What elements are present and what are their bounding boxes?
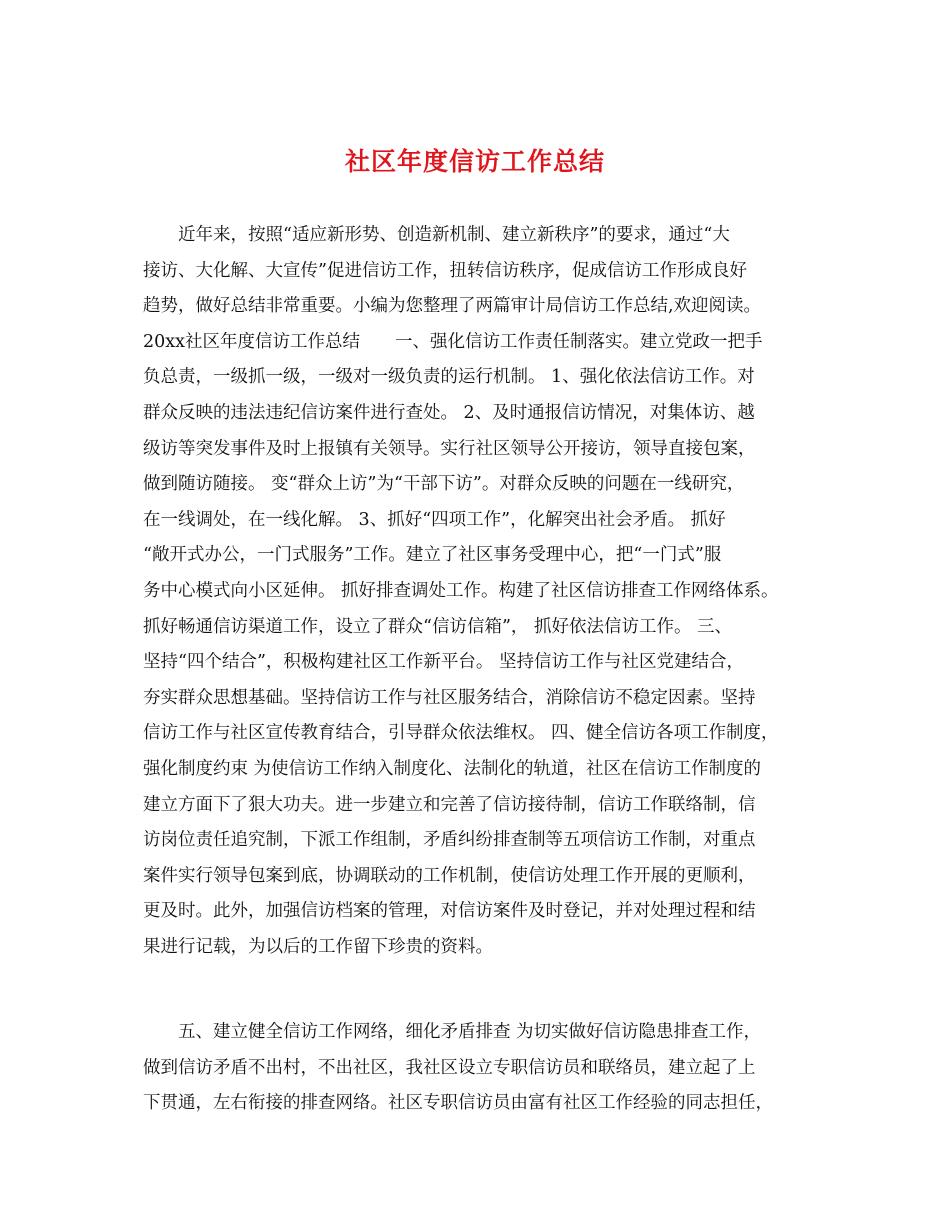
paragraph-line: 级访等突发事件及时上报镇有关领导。实行社区领导公开接访，领导直接包案， (143, 438, 756, 459)
paragraph-1 (143, 218, 828, 965)
paragraph-2 (143, 1015, 828, 1122)
paragraph-line: 案件实行领导包案到底，协调联动的工作机制，使信访处理工作开展的更顺利， (143, 865, 756, 886)
paragraph-line: 接访、大化解、大宣传”促进信访工作，扭转信访秩序，促成信访工作形成良好 (143, 260, 747, 281)
paragraph-line: 趋势，做好总结非常重要。小编为您整理了两篇审计局信访工作总结,欢迎阅读。 (143, 296, 762, 317)
paragraph-line: 信访工作与社区宣传教育结合，引导群众依法维权。 四、健全信访各项工作制度， (143, 723, 779, 744)
paragraph-line: 做到随访随接。 变“群众上访”为“干部下访”。对群众反映的问题在一线研究， (143, 474, 745, 495)
document-title: 社区年度信访工作总结 (344, 147, 605, 176)
paragraph-line: 群众反映的违法违纪信访案件进行查处。 2、及时通报信访情况，对集体访、越 (143, 402, 755, 423)
paragraph-line: 果进行记载，为以后的工作留下珍贵的资料。 (143, 936, 493, 957)
paragraph-line: 做到信访矛盾不出村，不出社区，我社区设立专职信访员和联络员，建立起了上 (143, 1057, 756, 1078)
paragraph-line: 负总责，一级抓一级，一级对一级负责的运行机制。 1、强化依法信访工作。对 (143, 367, 755, 388)
paragraph-line: 坚持“四个结合”，积极构建社区工作新平台。 坚持信访工作与社区党建结合， (143, 652, 744, 673)
paragraph-line: 更及时。此外，加强信访档案的管理，对信访案件及时登记，并对处理过程和结 (143, 901, 756, 922)
paragraph-line: “敞开式办公，一门式服务”工作。建立了社区事务受理中心，把“一门式”服 (143, 545, 722, 566)
paragraph-line: 强化制度约束 为使信访工作纳入制度化、法制化的轨道，社区在信访工作制度的 (143, 758, 762, 779)
paragraph-line: 近年来，按照“适应新形势、创造新机制、建立新秩序”的要求，通过“大 (178, 225, 730, 245)
paragraph-line: 夯实群众思想基础。坚持信访工作与社区服务结合，消除信访不稳定因素。坚持 (143, 687, 756, 708)
paragraph-line: 在一线调处，在一线化解。 3、抓好“四项工作”，化解突出社会矛盾。 抓好 (143, 509, 726, 530)
paragraph-line: 下贯通，左右衔接的排查网络。社区专职信访员由富有社区工作经验的同志担任， (143, 1093, 773, 1114)
paragraph-line: 五、建立健全信访工作网络，细化矛盾排查 为切实做好信访隐患排查工作， (178, 1022, 762, 1042)
paragraph-line: 抓好畅通信访渠道工作，设立了群众“信访信箱”， 抓好依法信访工作。 三、 (143, 616, 733, 637)
paragraph-line: 建立方面下了狠大功夫。进一步建立和完善了信访接待制，信访工作联络制，信 (143, 794, 756, 815)
paragraph-line: 务中心模式向小区延伸。 抓好排查调处工作。构建了社区信访排查工作网络体系。 (143, 580, 779, 601)
paragraph-line: 访岗位责任追究制，下派工作组制，矛盾纠纷排查制等五项信访工作制，对重点 (143, 830, 756, 851)
paragraph-line: 20xx社区年度信访工作总结 一、强化信访工作责任制落实。建立党政一把手 (143, 331, 763, 352)
